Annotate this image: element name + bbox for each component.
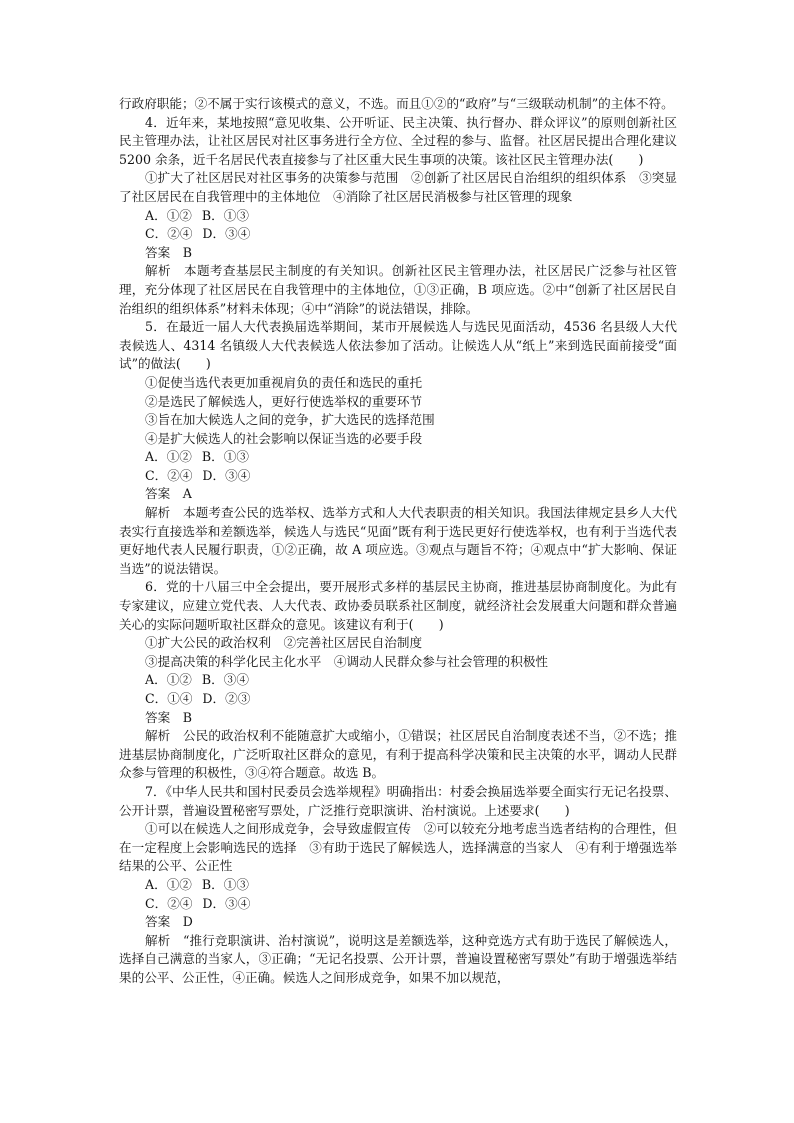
q5-choice-c: C．②④ xyxy=(145,467,193,483)
q7-answer: 答案 D xyxy=(145,914,193,930)
q4-choice-a: A．①② xyxy=(145,207,192,223)
q5-option-2: ②是选民了解候选人，更好行使选举权的重要环节 xyxy=(145,393,423,409)
q7-choice-b: B．①③ xyxy=(201,876,249,892)
q7-choice-c: C．②④ xyxy=(145,895,193,911)
q5-option-1: ①促使当选代表更加重视肩负的责任和选民的重托 xyxy=(145,374,423,390)
q5-choices-row1 xyxy=(119,448,677,467)
q5-choices-row2 xyxy=(119,467,677,486)
q5-option-4: ④是扩大候选人的社会影响以保证当选的必要手段 xyxy=(145,430,423,446)
q6-analysis: 解析 公民的政治权利不能随意扩大或缩小，①错误；社区居民自治制度表述不当，②不选；推进基层协商制度化，广泛听取社区群众的意见，有利于提高科学决策和民主决策的水平，调动人民群众参与管理的积极性，③④符合题意。故选 B。 xyxy=(119,728,677,781)
q7-choices-row2 xyxy=(119,895,677,914)
q5-stem: 5．在最近一届人大代表换届选举期间，某市开展候选人与选民见面活动，4536 名县级人大代表候选人、4314 名镇级人大代表候选人依法参加了活动。让候选人从“纸上”来到选民面前接受“面试”的做法( ) xyxy=(119,319,677,372)
q5-option-3: ③旨在加大候选人之间的竞争，扩大选民的选择范围 xyxy=(145,412,435,428)
q5-answer: 答案 A xyxy=(145,486,192,502)
q6-stem: 6．党的十八届三中全会提出，要开展形式多样的基层民主协商，推进基层协商制度化。为此有专家建议，应建立党代表、人大代表、政协委员联系社区制度，就经济社会发展重大问题和群众普遍关心的实际问题听取社区群众的意见。该建议有利于( ) xyxy=(119,579,677,632)
q7-choice-d: D．③④ xyxy=(202,895,251,911)
q6-option-line-1: ①扩大公民的政治权利 ②完善社区居民自治制度 xyxy=(145,635,423,651)
q6-choices-row1 xyxy=(119,671,677,690)
q4-choice-d: D．③④ xyxy=(202,226,251,242)
q7-choices-row1 xyxy=(119,876,677,895)
q4-choice-c: C．②④ xyxy=(145,226,193,242)
q6-answer: 答案 B xyxy=(145,709,193,725)
q6-option-line-2: ③提高决策的科学化民主化水平 ④调动人民群众参与社会管理的积极性 xyxy=(145,653,548,669)
q4-stem: 4．近年来，某地按照“意见收集、公开听证、民主决策、执行督办、群众评议”的原则创新社区民主管理办法，让社区居民对社区事务进行全方位、全过程的参与、监督。社区居民提出合理化建议 5200 余条，近千名居民代表直接参与了社区重大民生事项的决策。该社区民主管理办法( ) xyxy=(119,114,677,167)
q6-choice-d: D．②③ xyxy=(202,691,251,706)
intro-text: 行政府职能；②不属于实行该模式的意义，不选。而且①②的“政府”与“三级联动机制”的主体不符。 xyxy=(119,96,674,111)
document-page xyxy=(119,95,677,988)
q4-choices-row1 xyxy=(119,207,677,226)
q5-choice-b: B．①③ xyxy=(201,449,249,465)
q7-stem: 7．《中华人民共和国村民委员会选举规程》明确指出：村委会换届选举要全面实行无记名投票、公开计票，普遍设置秘密写票处，广泛推行竞职演讲、治村演说。上述要求( ) xyxy=(119,783,677,818)
q7-options: ①可以在候选人之间形成竞争，会导致虚假宣传 ②可以较充分地考虑当选者结构的合理性，但在一定程度上会影响选民的选择 ③有助于选民了解候选人，选择满意的当家人 ④有利于增强选举结果的公平、公正性 xyxy=(119,821,677,874)
q5-choice-d: D．③④ xyxy=(202,467,251,483)
q6-choice-b: B．③④ xyxy=(201,672,249,688)
q6-choices-row2 xyxy=(119,690,677,709)
q7-choice-a: A．①② xyxy=(145,876,192,892)
q5-analysis: 解析 本题考查公民的选举权、选举方式和人大代表职责的相关知识。我国法律规定县乡人大代表实行直接选举和差额选举，候选人与选民“见面”既有利于选民更好行使选举权，也有利于当选代表更好地代表人民履行职责，①②正确，故 A 项应选。③观点与题旨不符；④观点中“扩大影响、保证当选”的说法错误。 xyxy=(119,505,677,576)
q4-analysis: 解析 本题考查基层民主制度的有关知识。创新社区民主管理办法，社区居民广泛参与社区管理，充分体现了社区居民在自我管理中的主体地位，①③正确，B 项应选。②中“创新了社区居民自治组织的组织体系”材料未体现；④中“消除”的说法错误，排除。 xyxy=(119,263,677,316)
q4-answer: 答案 B xyxy=(145,244,193,260)
q5-choice-a: A．①② xyxy=(145,449,192,465)
q7-analysis: 解析 “推行竞职演讲、治村演说”，说明这是差额选举，这种竞选方式有助于选民了解候选人，选择自己满意的当家人，③正确；“无记名投票、公开计票，普遍设置秘密写票处”有助于增强选举结果的公平、公正性，④正确。候选人之间形成竞争，如果不加以规范， xyxy=(119,932,677,985)
q4-choices-row2 xyxy=(119,225,677,244)
q6-choice-c: C．①④ xyxy=(145,691,193,706)
q4-choice-b: B．①③ xyxy=(201,207,249,223)
q4-options: ①扩大了社区居民对社区事务的决策参与范围 ②创新了社区居民自治组织的组织体系 ③突显了社区居民在自我管理中的主体地位 ④消除了社区居民消极参与社区管理的现象 xyxy=(119,170,677,204)
q6-choice-a: A．①② xyxy=(145,672,192,688)
